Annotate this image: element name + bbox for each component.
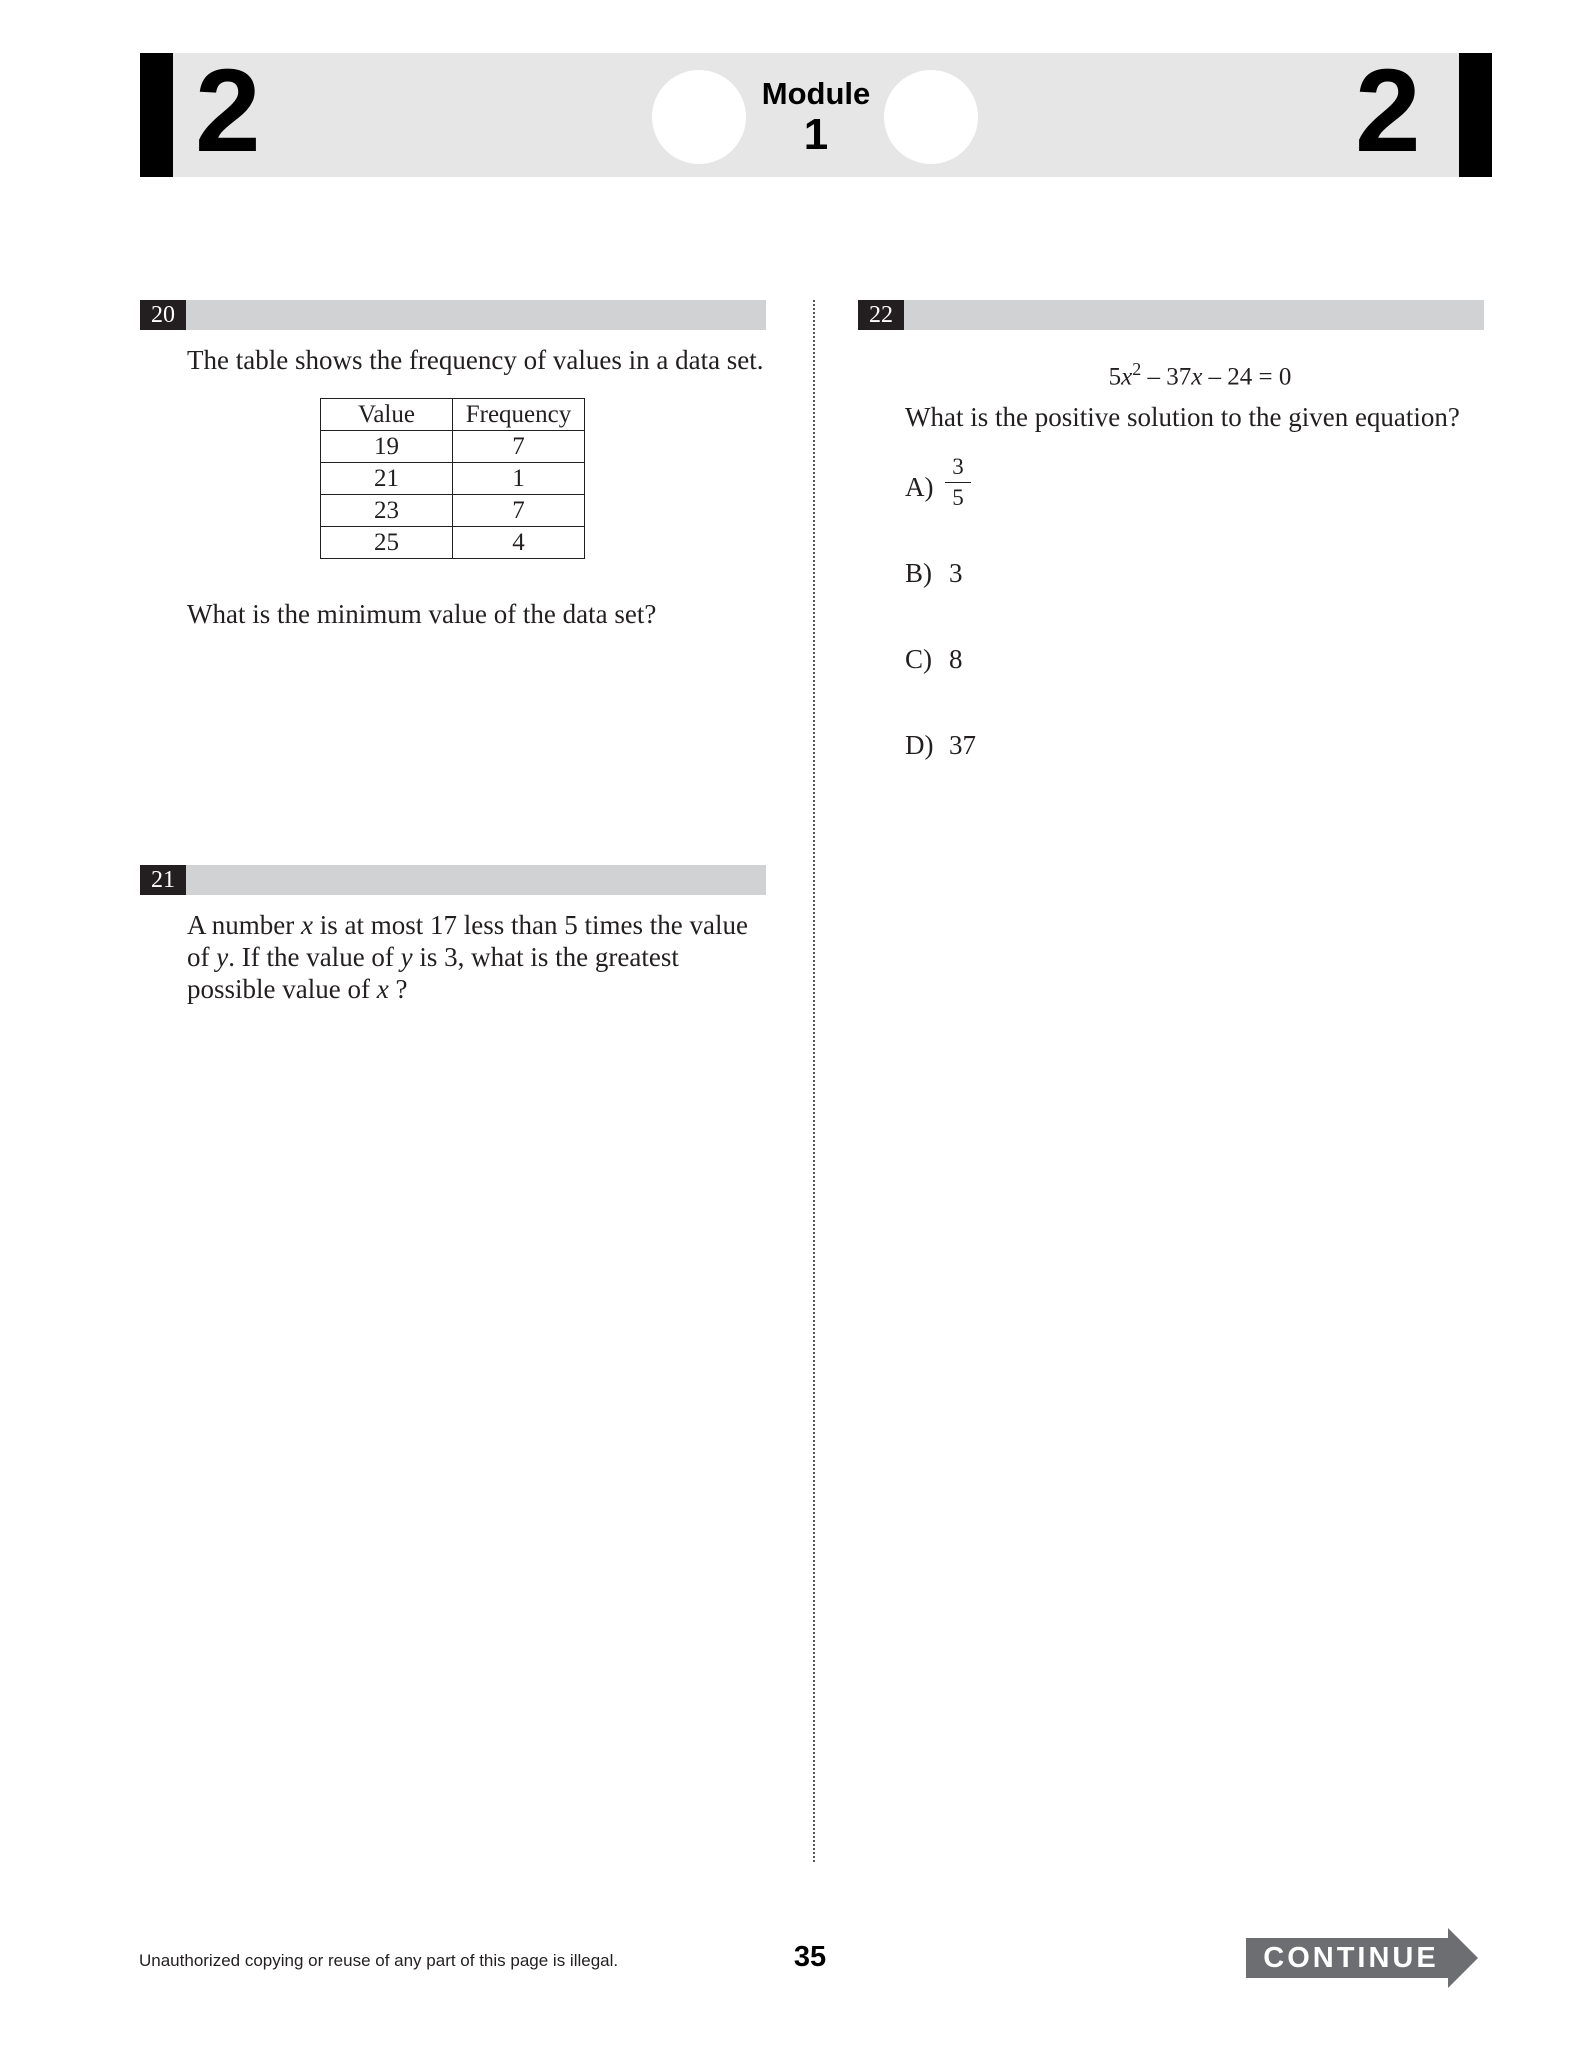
module-number: 1 — [803, 110, 829, 159]
choice-a-fraction — [945, 454, 971, 511]
header-left-bar — [140, 53, 173, 177]
table-header-value: Value — [321, 399, 453, 431]
table-header-row — [321, 399, 585, 431]
table-cell-frequency: 1 — [453, 463, 585, 495]
question-20-header-bar — [140, 300, 766, 330]
table-row — [321, 463, 585, 495]
table-cell-value: 23 — [321, 495, 453, 527]
copyright-notice: Unauthorized copying or reuse of any part of this page is illegal. — [139, 1951, 619, 1970]
fraction-numerator: 3 — [952, 454, 964, 479]
choice-b[interactable] — [905, 557, 963, 589]
choice-a[interactable] — [905, 471, 949, 503]
table-cell-value: 19 — [321, 431, 453, 463]
table-cell-value: 21 — [321, 463, 453, 495]
column-divider — [813, 300, 815, 1862]
question-20-prompt: What is the minimum value of the data set? — [187, 599, 657, 629]
question-22-header-bar — [858, 300, 1484, 330]
question-22-number: 22 — [858, 300, 904, 330]
choice-c-value: 8 — [949, 644, 963, 674]
question-21-line-1: A number x is at most 17 less than 5 times the value — [187, 910, 748, 940]
choice-b-letter: B) — [905, 558, 932, 588]
choice-c[interactable] — [905, 643, 963, 675]
table-header-frequency: Frequency — [453, 399, 585, 431]
choice-d-letter: D) — [905, 730, 934, 760]
header-right-bar — [1459, 53, 1492, 177]
table-row — [321, 495, 585, 527]
module-label: Module — [761, 76, 871, 111]
page-number: 35 — [793, 1941, 827, 1973]
choice-c-letter: C) — [905, 644, 932, 674]
choice-d-value: 37 — [949, 730, 976, 760]
choice-b-value: 3 — [949, 558, 963, 588]
question-21-header-bar — [140, 865, 766, 895]
table-row — [321, 431, 585, 463]
variable-x: x — [376, 974, 389, 1004]
table-row — [321, 527, 585, 559]
question-20-intro: The table shows the frequency of values in a data set. — [187, 345, 764, 375]
table-cell-value: 25 — [321, 527, 453, 559]
section-number-right: 2 — [1355, 45, 1421, 177]
table-cell-frequency: 7 — [453, 431, 585, 463]
fraction-denominator: 5 — [952, 485, 964, 510]
continue-label[interactable]: CONTINUE — [1263, 1942, 1439, 1974]
question-22-prompt: What is the positive solution to the given equation? — [905, 402, 1460, 432]
quadratic-equation: $5x^2 - 37x - 24 = 0$ — [1108, 359, 1292, 391]
variable-y: y — [400, 942, 413, 972]
question-20-number: 20 — [140, 300, 186, 330]
table-cell-frequency: 7 — [453, 495, 585, 527]
variable-y: y — [216, 942, 229, 972]
choice-d[interactable] — [905, 729, 976, 761]
fraction-bar — [945, 482, 971, 483]
question-21-line-3: possible value of x ? — [187, 974, 408, 1004]
variable-x: x — [301, 910, 313, 940]
choice-a-letter: A) — [905, 472, 934, 502]
frequency-table — [320, 398, 585, 559]
question-21-line-2: of y. If the value of y is 3, what is the greatest — [187, 942, 679, 972]
section-number-left: 2 — [195, 45, 261, 177]
question-21-number: 21 — [140, 865, 186, 895]
table-cell-frequency: 4 — [453, 527, 585, 559]
